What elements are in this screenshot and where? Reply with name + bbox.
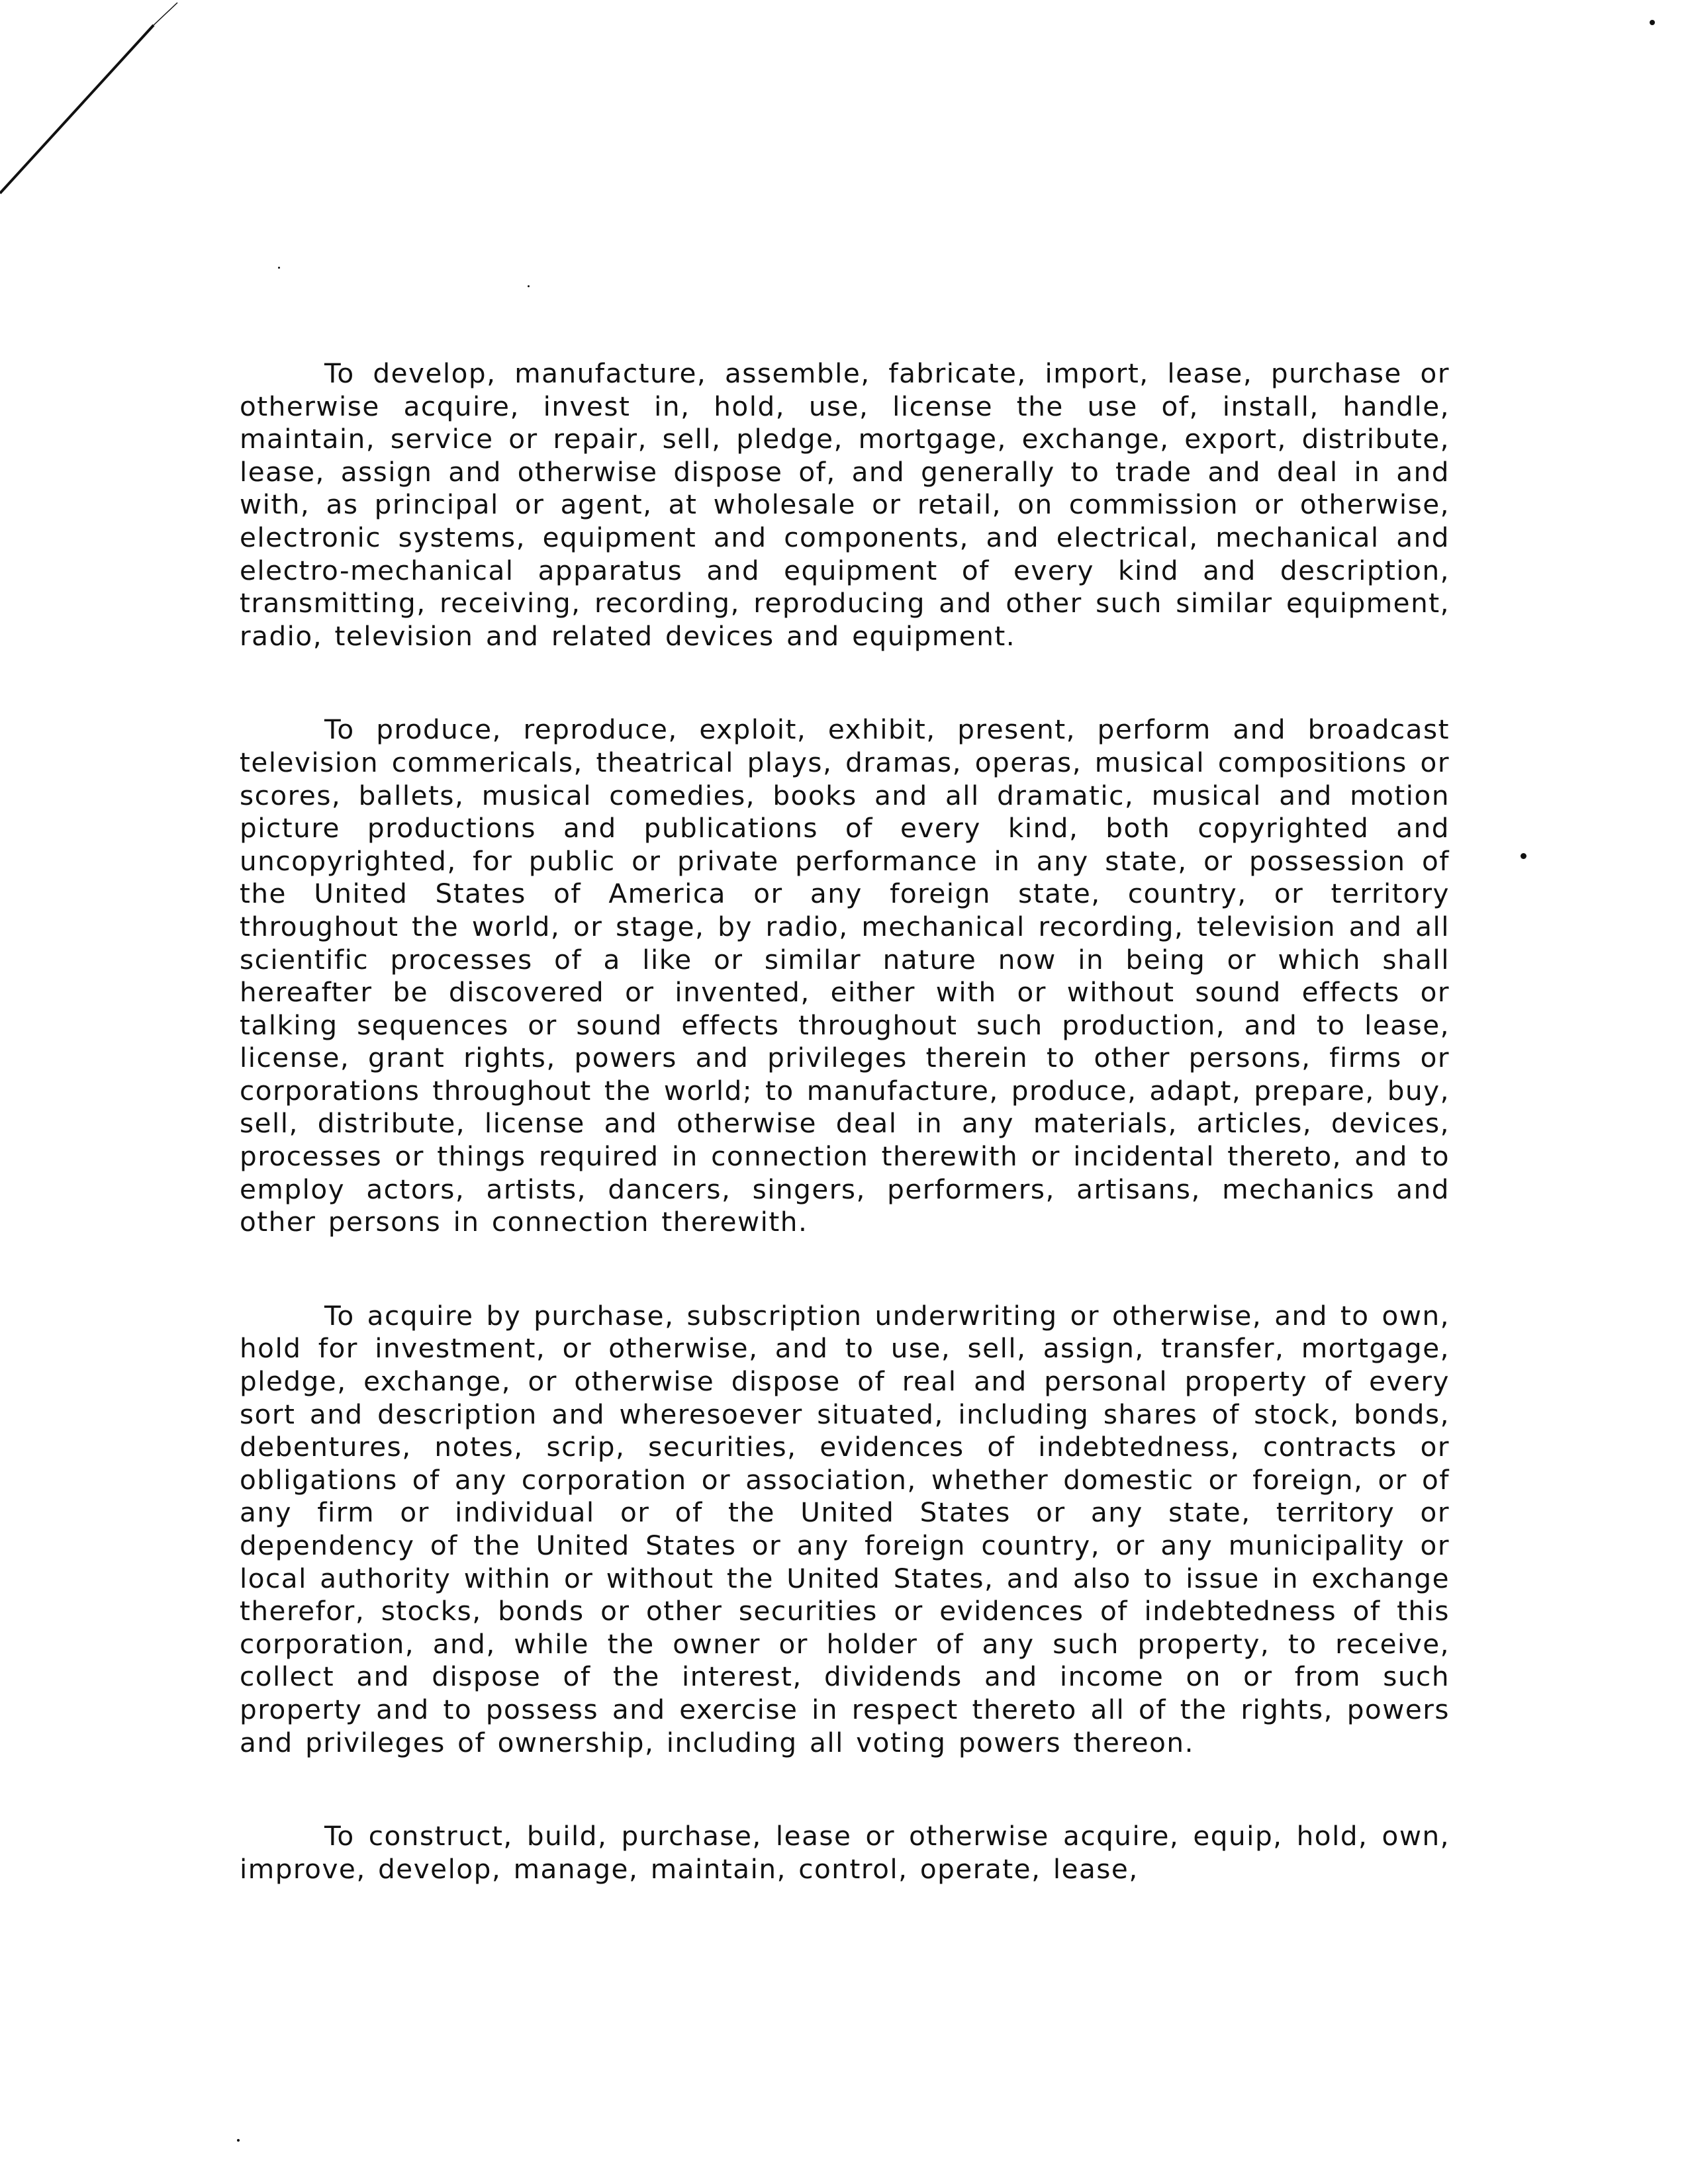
scan-speck [1521,853,1526,859]
scan-speck [528,285,530,287]
scan-speck [237,2139,240,2142]
paragraph-construct: To construct, build, purchase, lease or otherwise acquire, equip, hold, own, improve, develop, manage, maintain, control, operate, lease, [240,1820,1450,1885]
document-body [240,357,1450,1886]
corner-pen-tail [154,3,177,25]
paragraph-productions: To produce, reproduce, exploit, exhibit, present, perform and broadcast television commericals, theatrical plays, dramas, operas, musical compositions or scores, ballets, musical comedies, books and all dramatic, musical and motion picture productions and publications of every kind, both copyrighted and uncopyrighted, for public or private performance in any state, or possession of the United States of America or any foreign state, country, or territory throughout the world, or stage, by radio, mechanical recording, television and all scientific processes of a like or similar nature now in being or which shall hereafter be discovered or invented, either with or without sound effects or talking sequences or sound effects throughout such production, and to lease, license, grant rights, powers and privileges therein to other persons, firms or corporations throughout the world; to manufacture, produce, adapt, prepare, buy, sell, distribute, license and otherwise deal in any materials, articles, devices, processes or things required in connection therewith or incidental thereto, and to employ actors, artists, dancers, singers, performers, artisans, mechanics and other persons in connection therewith. [240,713,1450,1238]
corner-pen-stroke [0,25,154,193]
scan-speck [278,267,280,269]
paragraph-property: To acquire by purchase, subscription underwriting or otherwise, and to own, hold for investment, or otherwise, and to use, sell, assign, transfer, mortgage, pledge, exchange, or otherwise dispose of real and personal property of every sort and description and wheresoever situated, including shares of stock, bonds, debentures, notes, scrip, securities, evidences of indebtedness, contracts or obligations of any corporation or association, whether domestic or foreign, or of any firm or individual or of the United States or any state, territory or dependency of the United States or any foreign country, or any municipality or local authority within or without the United States, and also to issue in exchange therefor, stocks, bonds or other securities or evidences of indebtedness of this corporation, and, while the owner or holder of any such property, to receive, collect and dispose of the interest, dividends and income on or from such property and to possess and exercise in respect thereto all of the rights, powers and privileges of ownership, including all voting powers thereon. [240,1299,1450,1758]
scan-speck [1650,20,1655,25]
paragraph-electronics: To develop, manufacture, assemble, fabricate, import, lease, purchase or otherwise acquire, invest in, hold, use, license the use of, install, handle, maintain, service or repair, sell, pledge, mortgage, exchange, export, distribute, lease, assign and otherwise dispose of, and generally to trade and deal in and with, as principal or agent, at wholesale or retail, on commission or otherwise, electronic systems, equipment and components, and electrical, mechanical and electro-mechanical apparatus and equipment of every kind and description, transmitting, receiving, recording, reproducing and other such similar equipment, radio, television and related devices and equipment. [240,357,1450,652]
